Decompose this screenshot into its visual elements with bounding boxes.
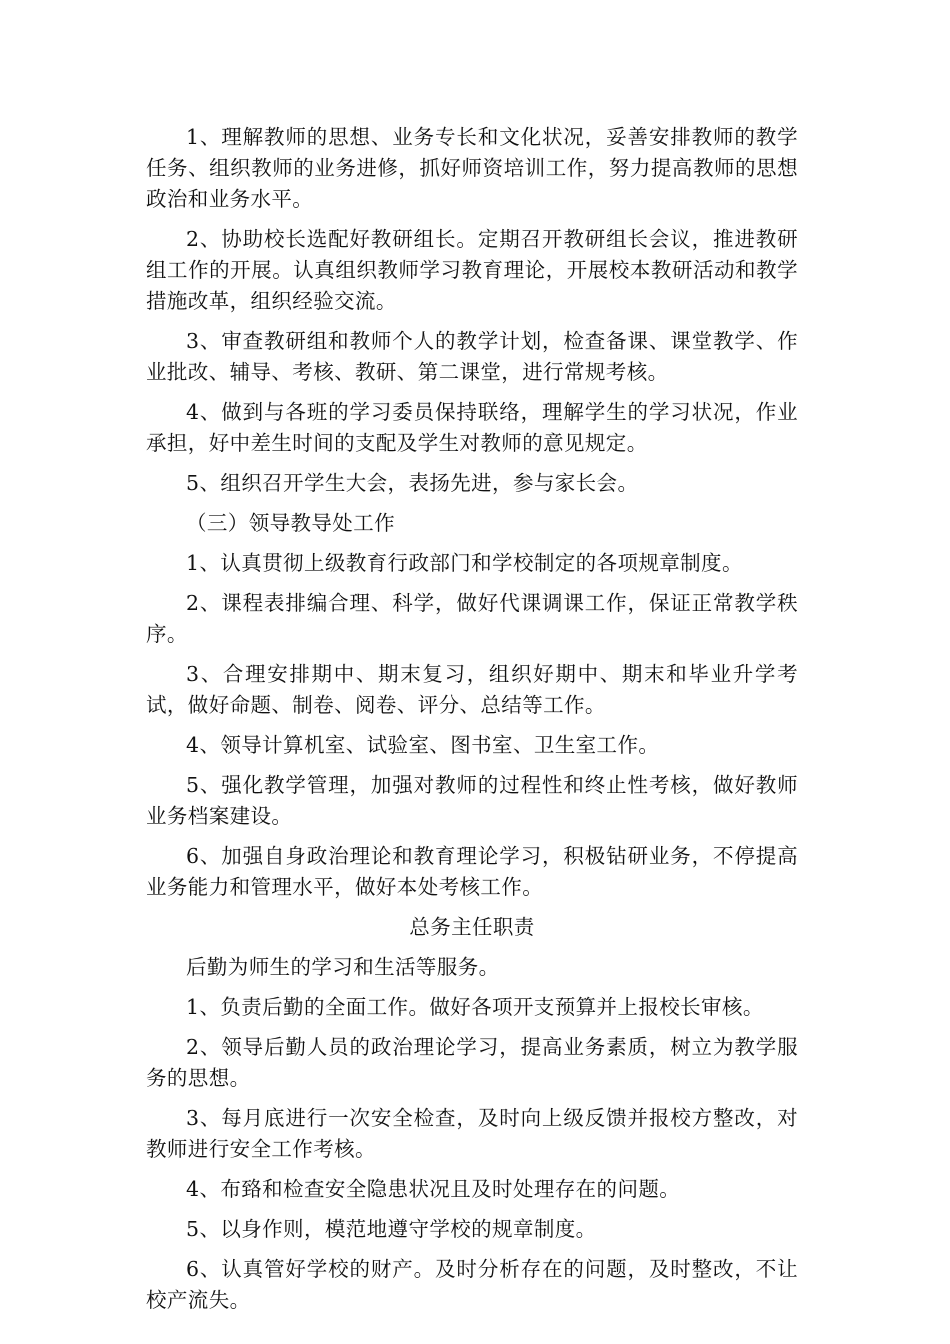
paragraph-3-3: 3、每月底进行一次安全检查，及时向上级反馈并报校方整改，对教师进行安全工作考核。 xyxy=(146,1106,798,1161)
paragraph-2-4: 4、领导计算机室、试验室、图书室、卫生室工作。 xyxy=(186,733,660,757)
paragraph-3-5: 5、以身作则，模范地遵守学校的规章制度。 xyxy=(186,1217,597,1241)
paragraph-3-2: 2、领导后勤人员的政治理论学习，提高业务素质，树立为教学服务的思想。 xyxy=(146,1035,798,1090)
paragraph-1-3: 3、审查教研组和教师个人的教学计划，检查备课、课堂教学、作业批改、辅导、考核、教研、第二课堂，进行常规考核。 xyxy=(146,329,798,384)
paragraph-3-intro: 后勤为师生的学习和生活等服务。 xyxy=(186,955,500,979)
paragraph-2-1: 1、认真贯彻上级教育行政部门和学校制定的各项规章制度。 xyxy=(186,551,743,575)
paragraph-2-3: 3、合理安排期中、期末复习，组织好期中、期末和毕业升学考试，做好命题、制卷、阅卷、评分、总结等工作。 xyxy=(146,662,798,717)
document-page xyxy=(146,122,798,1325)
paragraph-3-4: 4、布臵和检查安全隐患状况且及时处理存在的问题。 xyxy=(186,1177,681,1201)
paragraph-1-4: 4、做到与各班的学习委员保持联络，理解学生的学习状况，作业承担，好中差生时间的支配及学生对教师的意见规定。 xyxy=(146,400,798,455)
paragraph-1-1: 1、理解教师的思想、业务专长和文化状况，妥善安排教师的教学任务、组织教师的业务进修，抓好师资培训工作，努力提高教师的思想政治和业务水平。 xyxy=(146,125,798,211)
paragraph-3-1: 1、负责后勤的全面工作。做好各项开支预算并上报校长审核。 xyxy=(186,995,764,1019)
paragraph-1-2: 2、协助校长选配好教研组长。定期召开教研组长会议，推进教研组工作的开展。认真组织教师学习教育理论，开展校本教研活动和教学措施改革，组织经验交流。 xyxy=(146,227,798,313)
paragraph-2-6: 6、加强自身政治理论和教育理论学习，积极钻研业务，不停提高业务能力和管理水平，做好本处考核工作。 xyxy=(146,844,798,899)
section-title: （三）领导教导处工作 xyxy=(186,511,395,535)
heading-general-affairs: 总务主任职责 xyxy=(409,915,535,939)
paragraph-3-6: 6、认真管好学校的财产。及时分析存在的问题，及时整改，不让校产流失。 xyxy=(146,1257,798,1312)
paragraph-2-5: 5、强化教学管理，加强对教师的过程性和终止性考核，做好教师业务档案建设。 xyxy=(146,773,798,828)
paragraph-2-2: 2、课程表排编合理、科学，做好代课调课工作，保证正常教学秩序。 xyxy=(146,591,798,646)
paragraph-1-5: 5、组织召开学生大会，表扬先进，参与家长会。 xyxy=(186,471,639,495)
